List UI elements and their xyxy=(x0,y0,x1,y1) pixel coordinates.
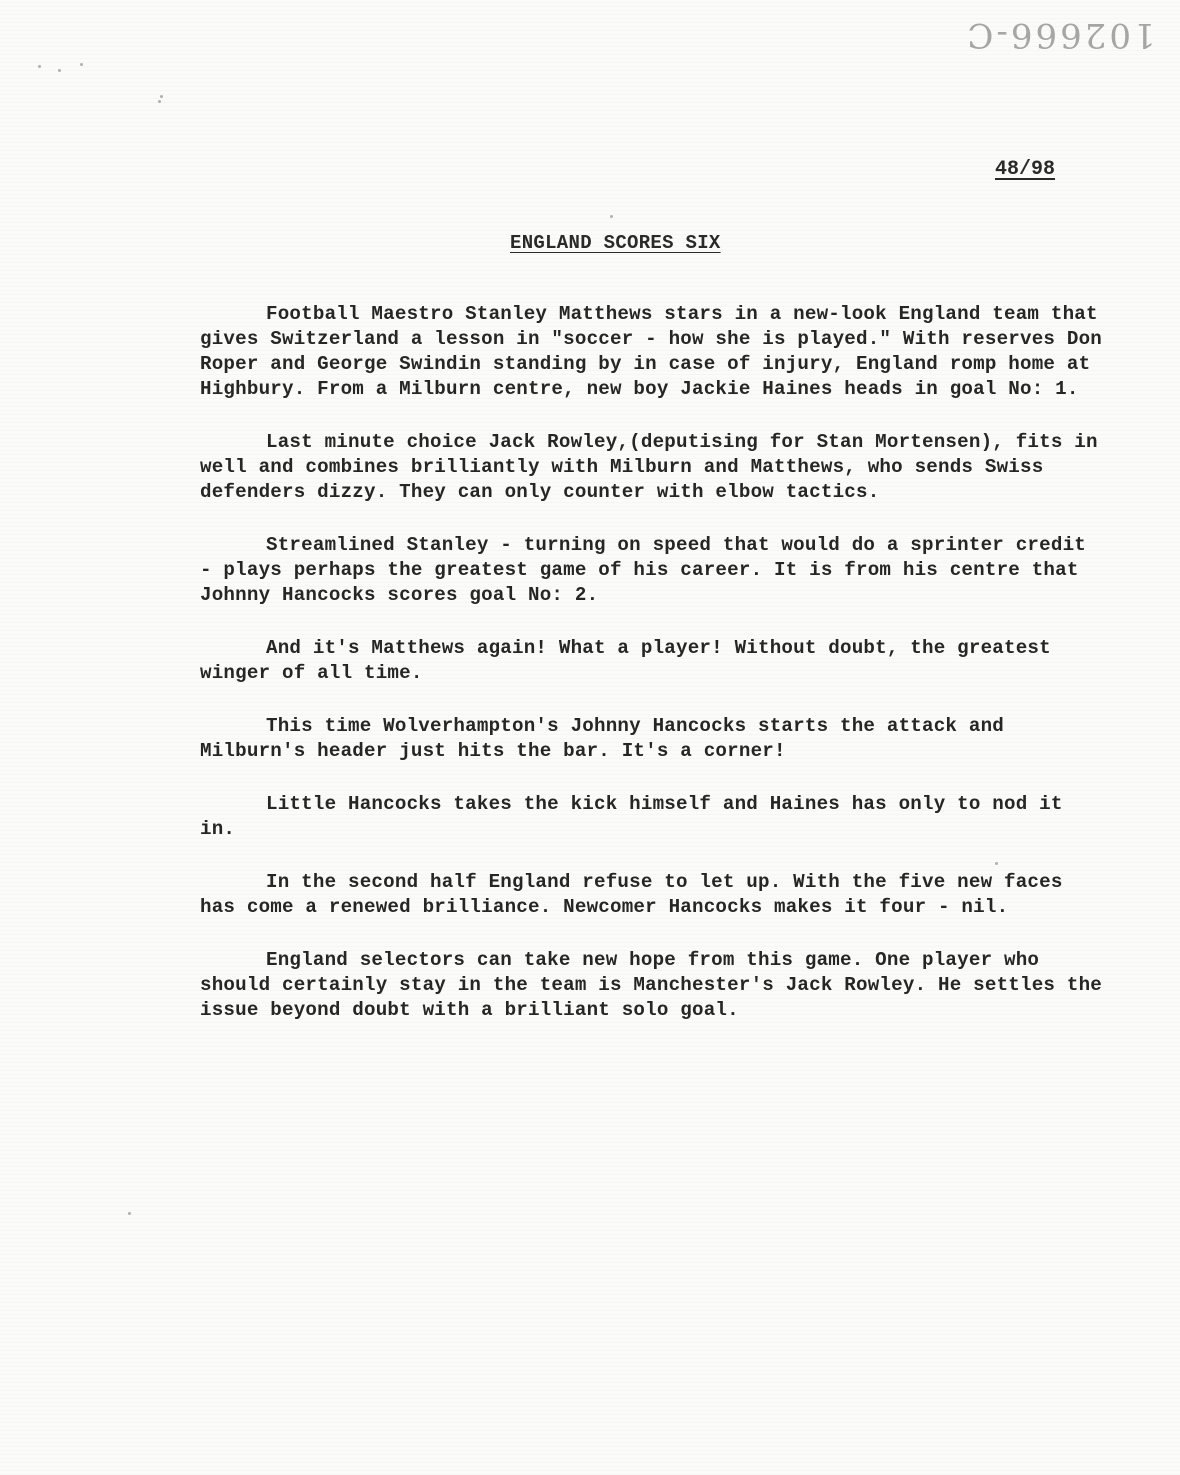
paragraph: Streamlined Stanley - turning on speed that would do a sprinter credit - plays perhaps the greatest game of his career. It is from his centre that Johnny Hancocks scores goal No: 2. xyxy=(200,534,1087,606)
document-title: ENGLAND SCORES SIX xyxy=(510,232,721,254)
paper-speck xyxy=(128,1212,131,1215)
document-body xyxy=(200,302,1105,1051)
paragraph: Football Maestro Stanley Matthews stars in a new-look England team that gives Switzerland a lesson in "soccer - how she is played." With reserves Don Roper and George Swindin standing by in case of injury, England romp home at Highbury. From a Milburn centre, new boy Jackie Haines heads in goal No: 1. xyxy=(200,303,1103,400)
paragraph: Little Hancocks takes the kick himself and Haines has only to nod it in. xyxy=(200,793,1063,840)
paragraph: And it's Matthews again! What a player! Without doubt, the greatest winger of all time. xyxy=(200,637,1051,684)
paragraph: This time Wolverhampton's Johnny Hancocks starts the attack and Milburn's header just hits the bar. It's a corner! xyxy=(200,715,1005,762)
paragraph: England selectors can take new hope from this game. One player who should certainly stay in the team is Manchester's Jack Rowley. He settles the issue beyond doubt with a brilliant solo goal. xyxy=(200,949,1103,1021)
corner-smudge xyxy=(30,55,110,85)
paper-speck xyxy=(158,100,161,103)
paragraph: In the second half England refuse to let up. With the five new faces has come a renewed brilliance. Newcomer Hancocks makes it four - nil. xyxy=(200,871,1063,918)
archive-stamp-number: 102666-C xyxy=(964,15,1156,55)
reference-number: 48/98 xyxy=(995,158,1056,181)
paragraph: Last minute choice Jack Rowley,(deputising for Stan Mortensen), fits in well and combines brilliantly with Milburn and Matthews, who sends Swiss defenders dizzy. They can only counter with elbow tactics. xyxy=(200,431,1098,503)
paper-speck xyxy=(610,215,613,218)
paper-speck xyxy=(995,862,998,865)
